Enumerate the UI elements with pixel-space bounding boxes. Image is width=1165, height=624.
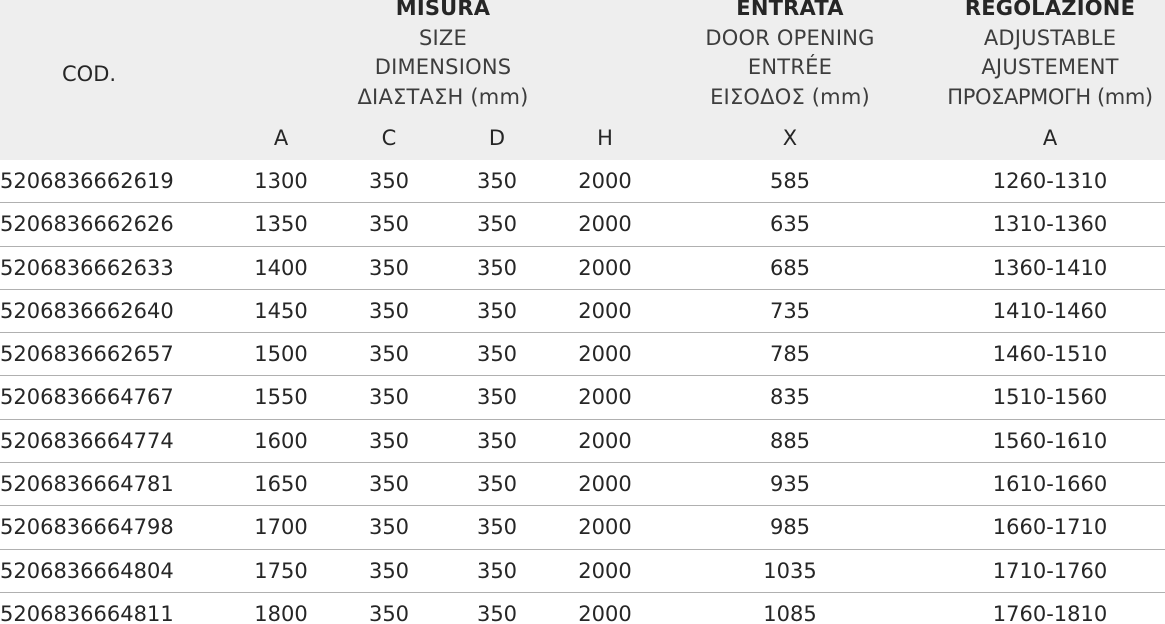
code-column-header: COD. [62,62,117,86]
size-a-cell: 1500 [254,342,308,367]
size-d-cell: 350 [476,169,518,193]
size-a-cell: 1700 [254,515,308,540]
table-row [0,463,1165,506]
size-d-cell: 350 [476,298,518,323]
size-h-cell: 2000 [578,298,632,323]
product-code-cell: 5206836662657 [0,342,174,367]
adjust-range-cell: 1760-1810 [992,601,1108,624]
table-row [0,550,1165,593]
adjust-range-cell: 1260-1310 [992,169,1108,193]
product-code-cell: 5206836664774 [0,428,174,453]
product-code-cell: 5206836664811 [0,601,174,624]
column-key-a: A [273,126,289,150]
size-c-cell: 350 [368,342,410,367]
adjust-header-line-it: REGOLAZIONE [964,0,1136,20]
adjust-range-cell: 1560-1610 [992,428,1108,453]
column-key-c: C [381,126,397,150]
size-c-cell: 350 [368,212,410,237]
door-opening-x-cell: 635 [769,212,811,237]
size-c-cell: 350 [368,428,410,453]
size-h-cell: 2000 [578,558,632,583]
adjust-range-cell: 1660-1710 [992,515,1108,540]
adjust-range-cell: 1310-1360 [992,212,1108,237]
table-row [0,290,1165,333]
adjust-header-line-fr: AJUSTEMENT [981,55,1119,79]
size-h-cell: 2000 [578,212,632,237]
size-c-cell: 350 [368,601,410,624]
size-d-cell: 350 [476,601,518,624]
size-header-line-en: SIZE [419,26,467,50]
size-a-cell: 1750 [254,558,308,583]
column-key-d: D [488,126,506,150]
adjust-range-cell: 1460-1510 [992,342,1108,367]
size-header-line-it: MISURA [395,0,491,20]
table-row [0,333,1165,376]
size-c-cell: 350 [368,515,410,540]
size-c-cell: 350 [368,255,410,280]
product-code-cell: 5206836662640 [0,298,174,323]
door-opening-x-cell: 1085 [763,601,817,624]
door-opening-x-cell: 685 [769,255,811,280]
size-d-cell: 350 [476,558,518,583]
entrance-header-line-it: ENTRATA [736,0,844,20]
door-opening-x-cell: 585 [769,169,811,193]
door-opening-x-cell: 835 [769,385,811,410]
size-d-cell: 350 [476,428,518,453]
size-h-cell: 2000 [578,428,632,453]
column-key-h: H [597,126,613,150]
entrance-header-line-fr: ENTRÉE [747,55,833,79]
door-opening-x-cell: 735 [769,298,811,323]
size-a-cell: 1300 [254,169,308,193]
size-c-cell: 350 [368,472,410,497]
size-h-cell: 2000 [578,342,632,367]
door-opening-x-cell: 985 [769,515,811,540]
door-opening-x-cell: 885 [769,428,811,453]
product-code-cell: 5206836662633 [0,255,174,280]
size-h-cell: 2000 [578,169,632,193]
size-c-cell: 350 [368,169,410,193]
size-a-cell: 1800 [254,601,308,624]
size-h-cell: 2000 [578,255,632,280]
size-d-cell: 350 [476,385,518,410]
adjust-header-line-gr: ΠΡΟΣΑΡΜΟΓΗ (mm) [947,85,1153,109]
product-code-cell: 5206836664767 [0,385,174,410]
product-code-cell: 5206836662626 [0,212,174,237]
size-d-cell: 350 [476,342,518,367]
size-a-cell: 1400 [254,255,308,280]
door-opening-x-cell: 785 [769,342,811,367]
adjust-range-cell: 1610-1660 [992,472,1108,497]
adjust-range-cell: 1360-1410 [992,255,1108,280]
size-a-cell: 1550 [254,385,308,410]
table-row [0,376,1165,419]
product-code-cell: 5206836662619 [0,169,174,193]
entrance-header-line-en: DOOR OPENING [705,26,875,50]
door-opening-x-cell: 935 [769,472,811,497]
size-a-cell: 1350 [254,212,308,237]
adjust-range-cell: 1710-1760 [992,558,1108,583]
size-c-cell: 350 [368,298,410,323]
column-key-adjust-a: A [1042,126,1058,150]
adjust-header-line-en: ADJUSTABLE [983,26,1117,50]
size-h-cell: 2000 [578,515,632,540]
adjust-range-cell: 1510-1560 [992,385,1108,410]
door-opening-x-cell: 1035 [763,558,817,583]
size-a-cell: 1450 [254,298,308,323]
column-key-x: X [782,126,798,150]
size-d-cell: 350 [476,515,518,540]
entrance-header-line-gr: ΕΙΣΟΔΟΣ (mm) [710,85,870,109]
product-code-cell: 5206836664798 [0,515,174,540]
table-row [0,506,1165,549]
size-d-cell: 350 [476,255,518,280]
size-h-cell: 2000 [578,472,632,497]
table-header-background [0,0,1165,160]
size-a-cell: 1600 [254,428,308,453]
size-d-cell: 350 [476,472,518,497]
size-h-cell: 2000 [578,601,632,624]
product-code-cell: 5206836664781 [0,472,174,497]
table-row [0,593,1165,624]
table-row [0,420,1165,463]
adjust-range-cell: 1410-1460 [992,298,1108,323]
size-h-cell: 2000 [578,385,632,410]
size-a-cell: 1650 [254,472,308,497]
size-header-line-fr: DIMENSIONS [374,55,512,79]
size-c-cell: 350 [368,385,410,410]
table-row [0,247,1165,290]
table-row [0,203,1165,246]
product-code-cell: 5206836664804 [0,558,174,583]
size-d-cell: 350 [476,212,518,237]
size-c-cell: 350 [368,558,410,583]
table-row [0,160,1165,203]
size-header-line-gr: ΔΙΑΣΤΑΣΗ (mm) [357,85,529,109]
table-body [0,160,1165,624]
